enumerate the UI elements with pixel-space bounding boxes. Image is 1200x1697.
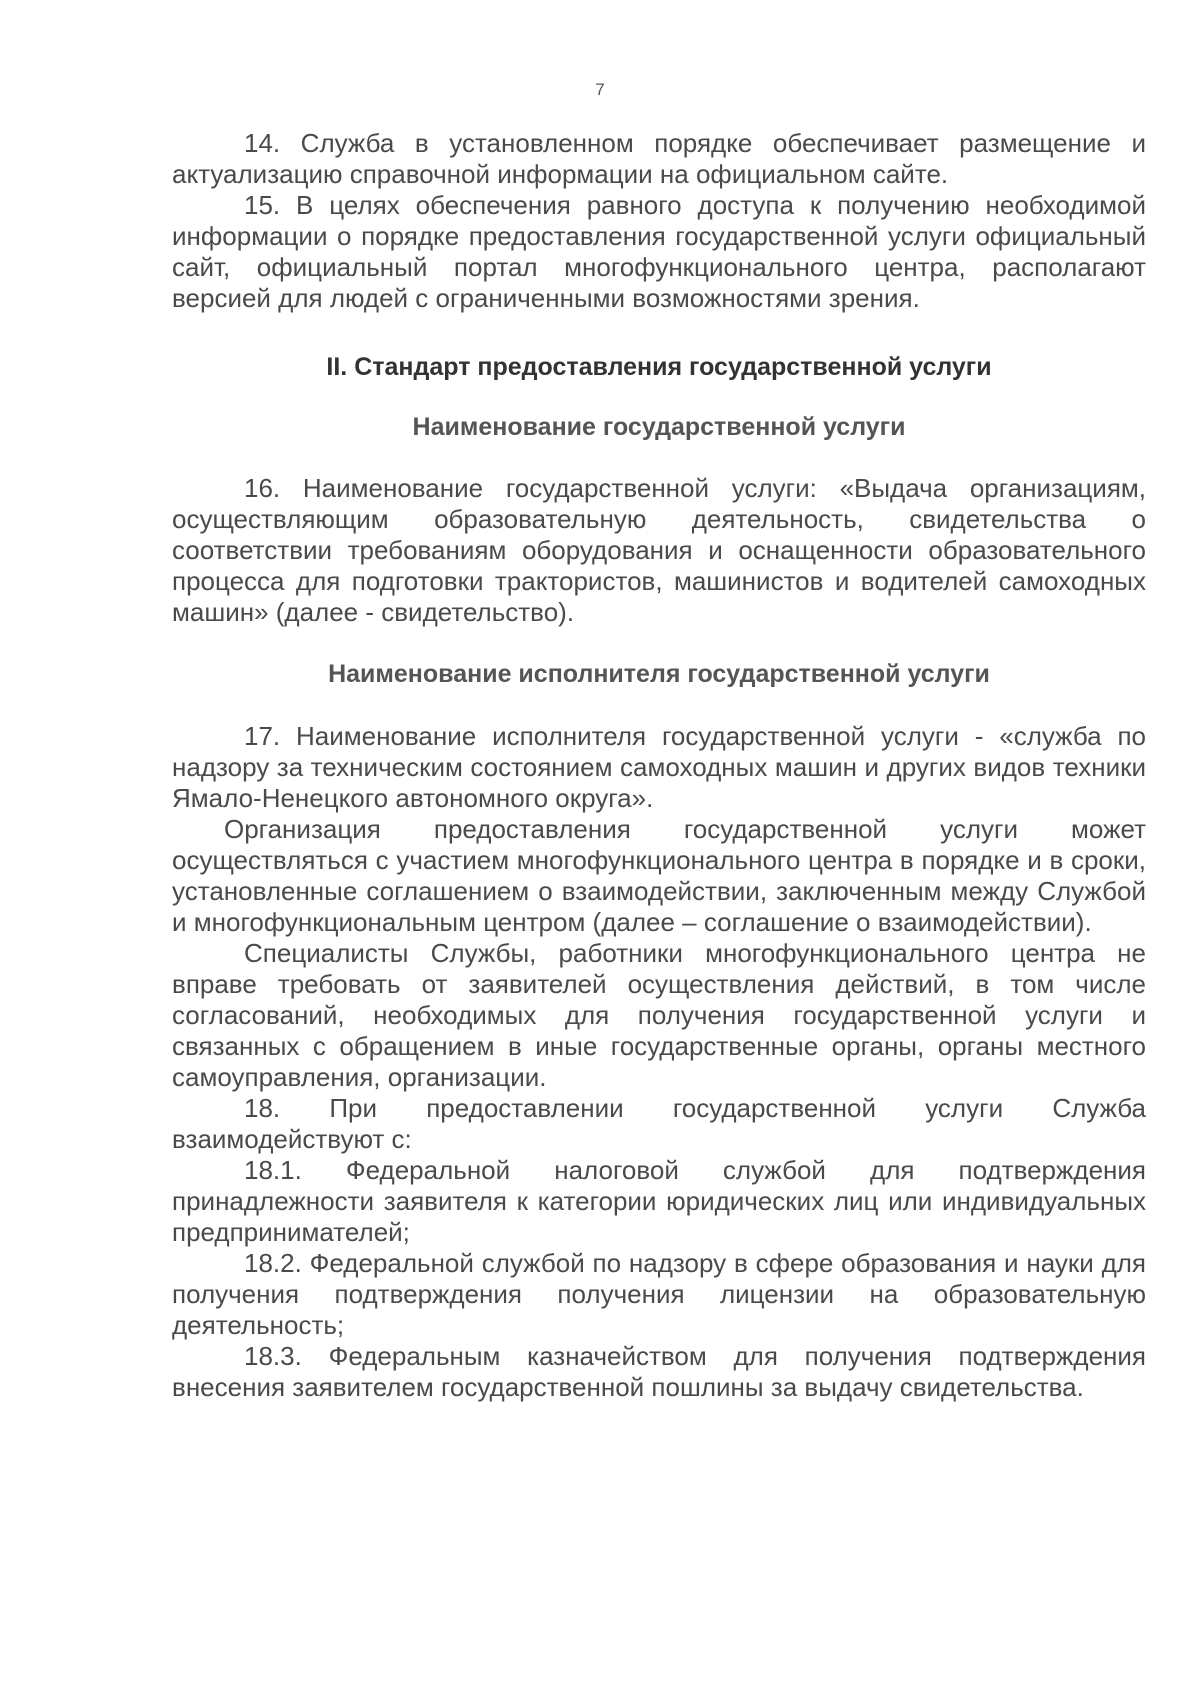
paragraph-16: 16. Наименование государственной услуги: «Выдача организациям, осуществляющим образовательную деятельность, свидетельства о соответствии требованиям оборудования и оснащенности образовательного процесса для подготовки трактористов, машинистов и водителей самоходных машин» (далее - свидетельство).	[172, 473, 1146, 627]
paragraph-17-organization: Организация предоставления государственной услуги может осуществляться с участием многофункционального центра в порядке и в сроки, установленные соглашением о взаимодействии, заключенным между Службой и многофункциональным центром (далее – соглашение о взаимодействии).	[172, 814, 1146, 937]
paragraph-18: 18. При предоставлении государственной услуги Служба взаимодействуют с:	[172, 1093, 1146, 1154]
section-title: II. Стандарт предоставления государственной услуги	[326, 353, 992, 381]
paragraph-18-3: 18.3. Федеральным казначейством для получения подтверждения внесения заявителем государственной пошлины за выдачу свидетельства.	[172, 1341, 1146, 1402]
paragraph-17: 17. Наименование исполнителя государственной услуги - «служба по надзору за техническим состоянием самоходных машин и других видов техники Ямало-Ненецкого автономного округа».	[172, 721, 1146, 813]
document-body	[172, 128, 1146, 1403]
page-number: 7	[595, 80, 605, 99]
paragraph-14: 14. Служба в установленном порядке обеспечивает размещение и актуализацию справочной информации на официальном сайте.	[172, 128, 1146, 189]
paragraph-15: 15. В целях обеспечения равного доступа к получению необходимой информации о порядке предоставления государственной услуги официальный сайт, официальный портал многофункционального центра, располагают версией для людей с ограниченными возможностями зрения.	[172, 190, 1146, 313]
paragraph-17-specialists: Специалисты Службы, работники многофункционального центра не вправе требовать от заявителей осуществления действий, в том числе согласований, необходимых для получения государственной услуги и связанных с обращением в иные государственные органы, органы местного самоуправления, организации.	[172, 938, 1146, 1092]
executor-name-heading: Наименование исполнителя государственной услуги	[328, 660, 990, 688]
service-name-heading: Наименование государственной услуги	[412, 413, 906, 441]
paragraph-18-2: 18.2. Федеральной службой по надзору в сфере образования и науки для получения подтверждения получения лицензии на образовательную деятельность;	[172, 1248, 1146, 1340]
paragraph-18-1: 18.1. Федеральной налоговой службой для подтверждения принадлежности заявителя к категории юридических лиц или индивидуальных предпринимателей;	[172, 1155, 1146, 1247]
